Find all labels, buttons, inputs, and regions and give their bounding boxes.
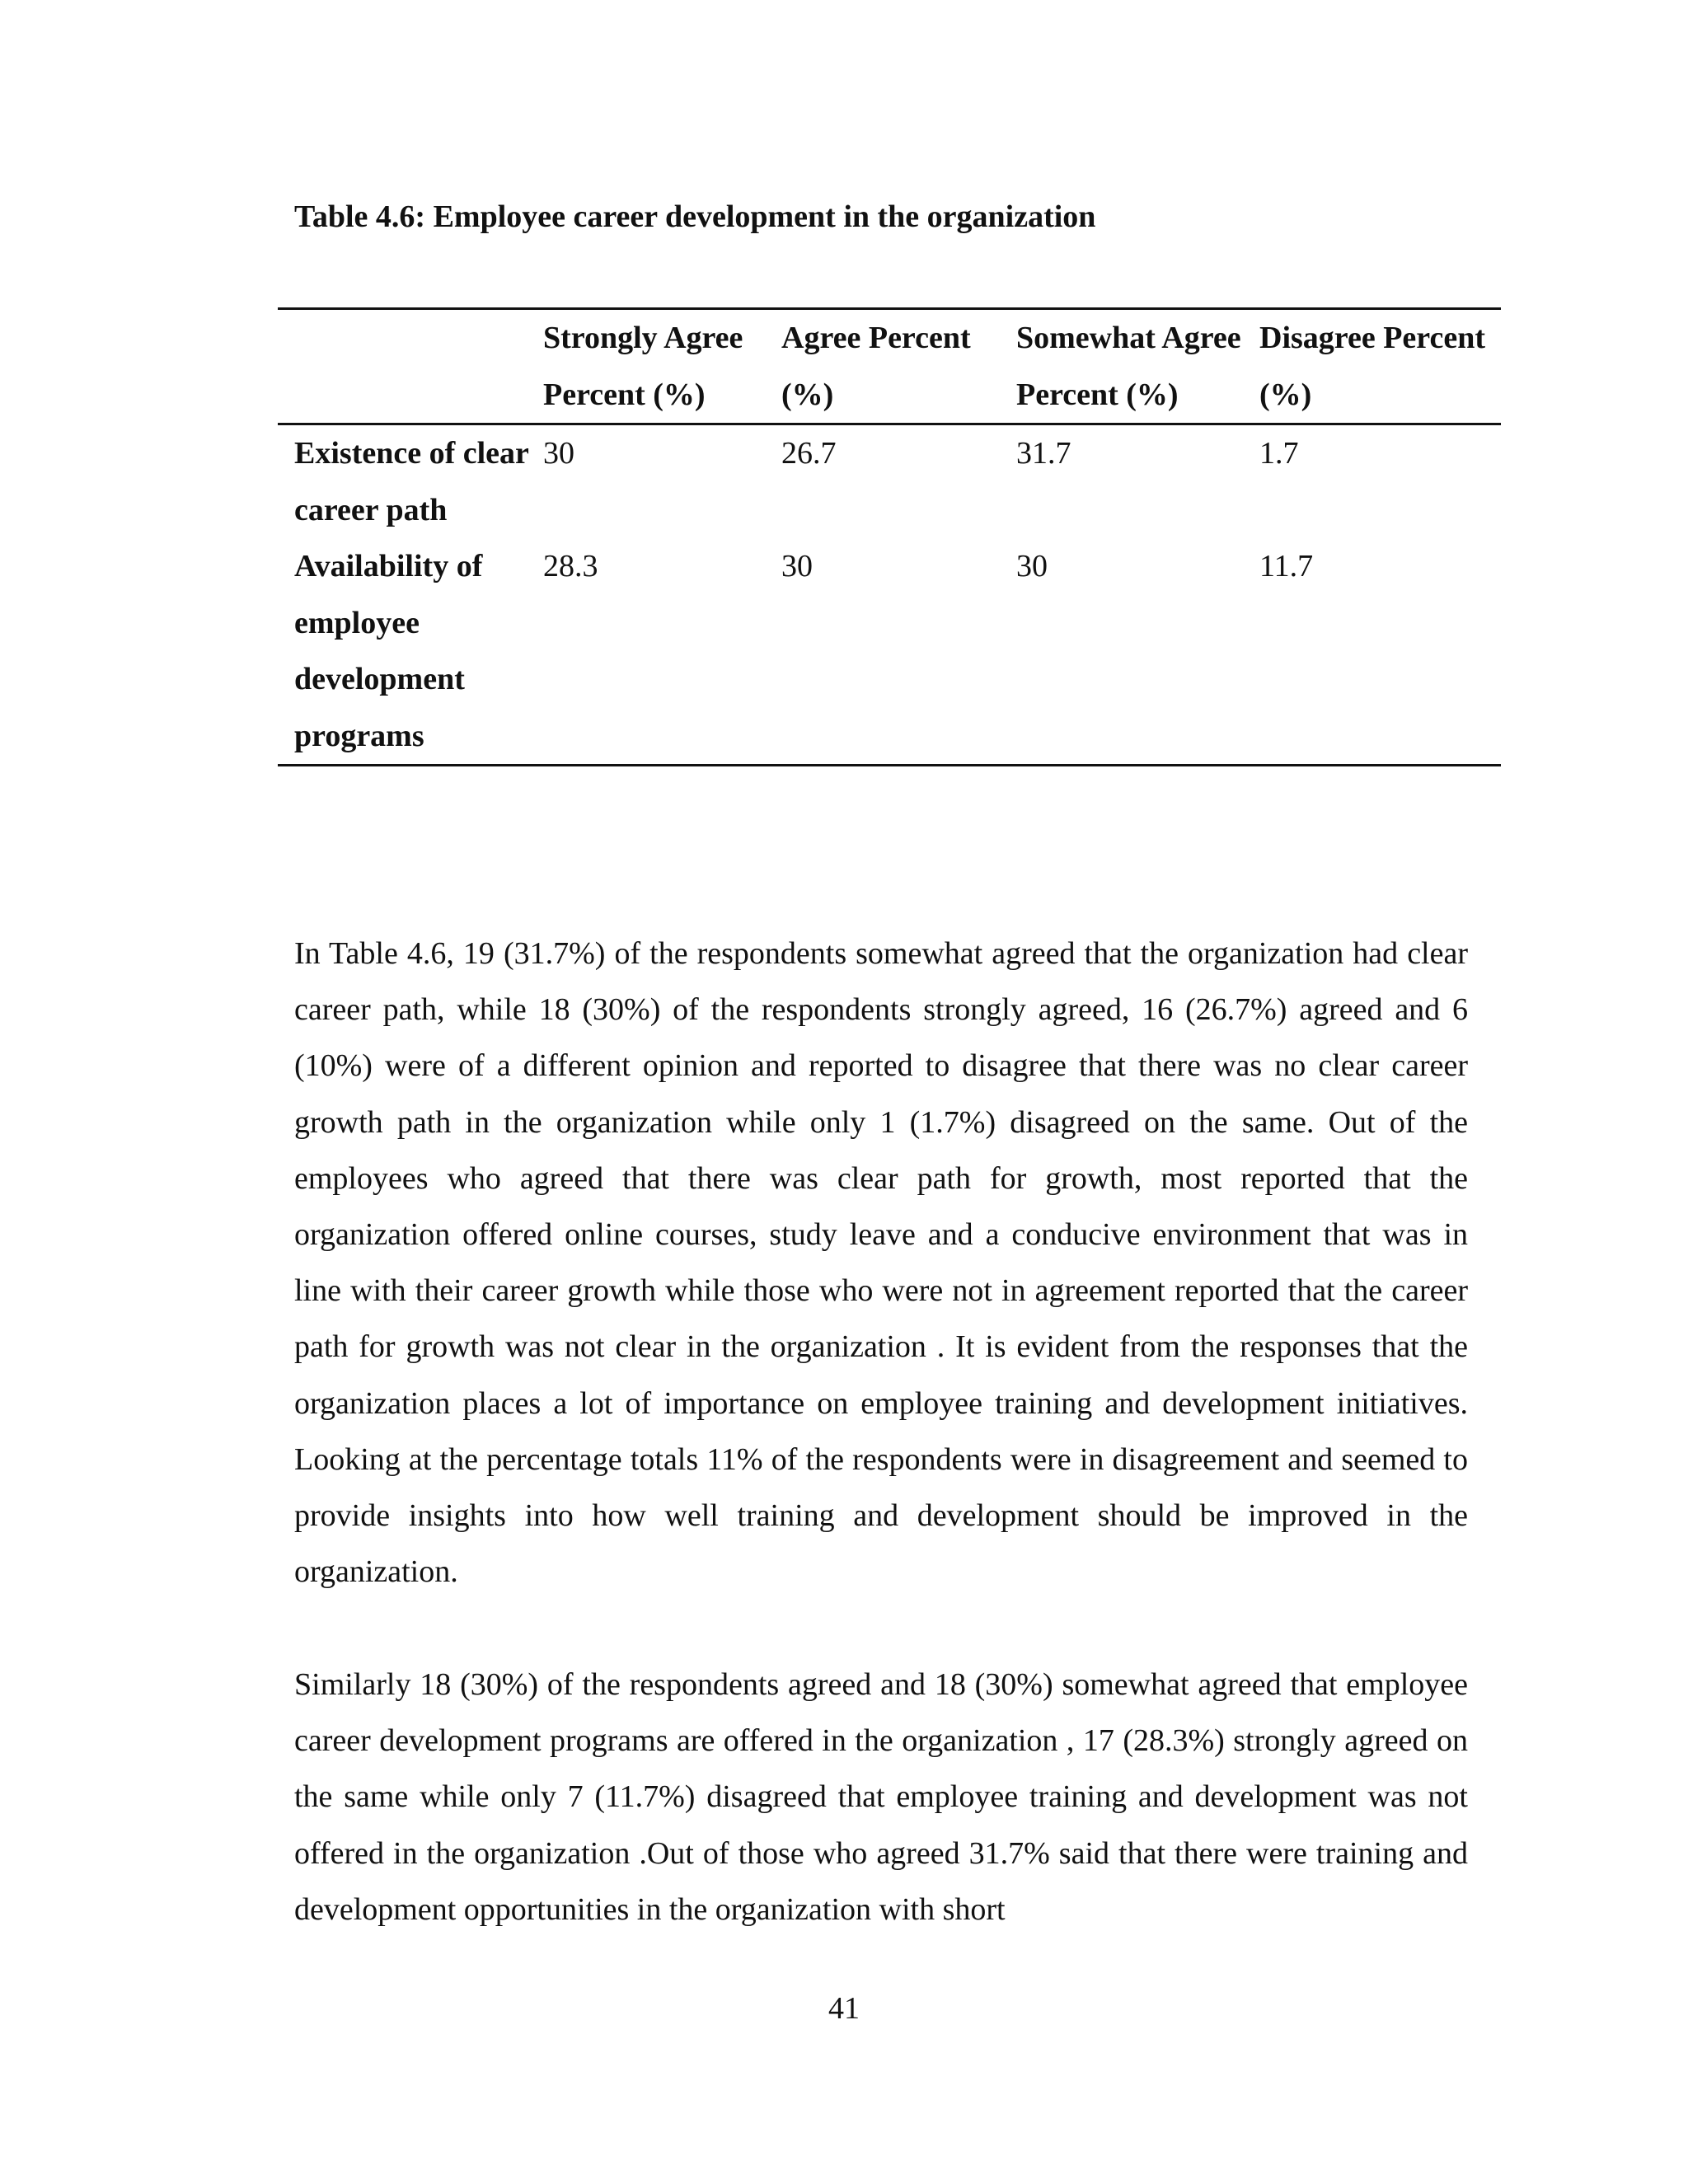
table-cell: 31.7: [1016, 436, 1071, 471]
row-label-development-programs: Availability of employee development programs: [294, 549, 483, 753]
page-number: 41: [828, 1991, 860, 2026]
table-row: [278, 424, 1501, 539]
table-container: [278, 307, 1484, 766]
header-cell-strongly-agree: Strongly Agree Percent (%): [543, 321, 743, 412]
body-paragraph-2: Similarly 18 (30%) of the respondents agreed and 18 (30%) somewhat agreed that employee career development programs are offered in the organization , 17 (28.3%) strongly agreed on the same while only 7 (11.7%) disagreed that employee training and development was not offered in the organization .Out of those who agreed 31.7% said that there were training and development opportunities in the organization with short: [294, 1667, 1468, 1927]
table-header-row: [278, 309, 1501, 424]
header-cell-somewhat-agree: Somewhat Agree Percent (%): [1016, 321, 1241, 412]
career-development-table: [278, 307, 1501, 766]
table-cell: 1.7: [1259, 436, 1299, 471]
table-cell: 30: [781, 549, 813, 583]
header-cell-agree: Agree Percent (%): [781, 321, 971, 412]
table-cell: 26.7: [781, 436, 837, 471]
header-cell-disagree: Disagree Percent (%): [1259, 321, 1485, 412]
table-cell: 30: [543, 436, 574, 471]
row-label-career-path: Existence of clear career path: [294, 436, 529, 527]
table-row: [278, 538, 1501, 766]
table-cell: 30: [1016, 549, 1048, 583]
table-cell: 11.7: [1259, 549, 1314, 583]
table-cell: 28.3: [543, 549, 598, 583]
table-caption: Table 4.6: Employee career development in the organization: [294, 199, 1096, 234]
body-paragraph-1: In Table 4.6, 19 (31.7%) of the respondents somewhat agreed that the organization had clear career path, while 18 (30%) of the respondents strongly agreed, 16 (26.7%) agreed and 6 (10%) were of a different opinion and reported to disagree that there was no clear career growth path in the organization while only 1 (1.7%) disagreed on the same. Out of the employees who agreed that there was clear path for growth, most reported that the organization offered online courses, study leave and a conducive environment that was in line with their career growth while those who were not in agreement reported that the career path for growth was not clear in the organization . It is evident from the responses that the organization places a lot of importance on employee training and development initiatives. Looking at the percentage totals 11% of the respondents were in disagreement and seemed to provide insights into how well training and development should be improved in the organization.: [294, 936, 1468, 1590]
header-cell-row-label: [278, 309, 543, 424]
